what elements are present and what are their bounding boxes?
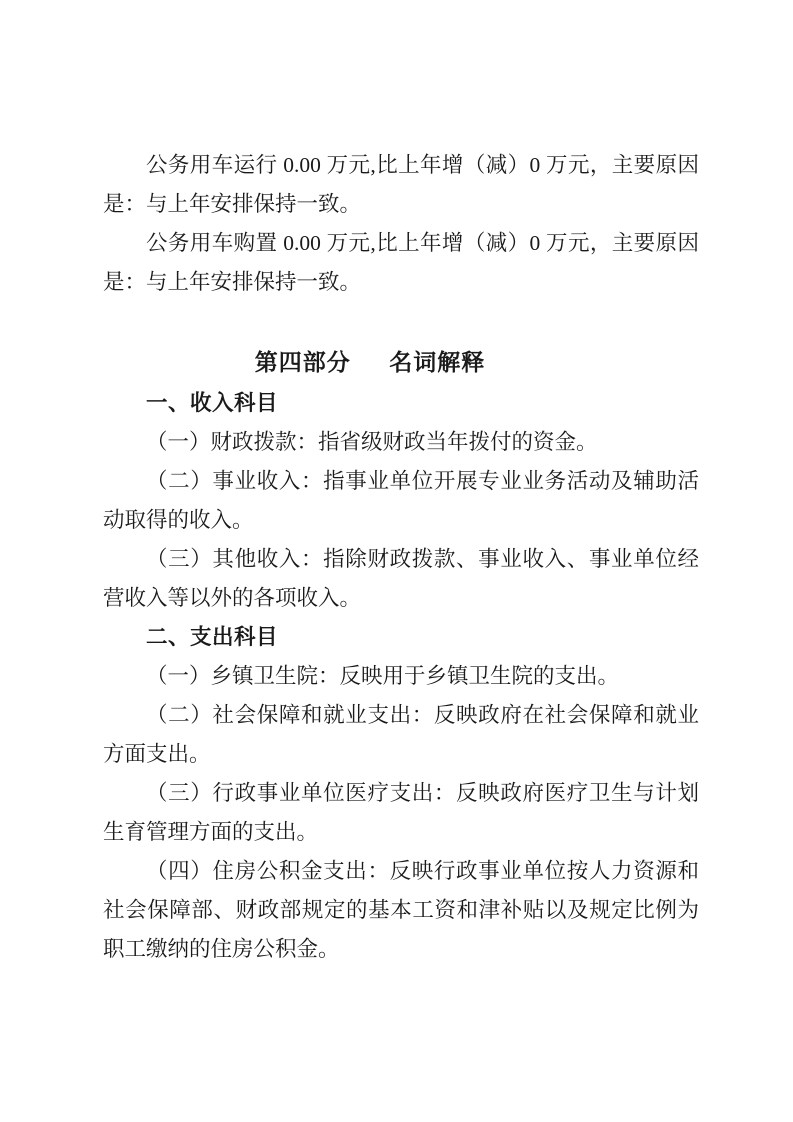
page-content bbox=[103, 0, 699, 969]
section-part-label: 第四部分 bbox=[254, 349, 351, 375]
paragraph-vehicle-purchase: 公务用车购置 0.00 万元,比上年增（减）0 万元，主要原因是：与上年安排保持一致。 bbox=[103, 231, 699, 294]
glossary-item-township-hospital: （一）乡镇卫生院：反映用于乡镇卫生院的支出。 bbox=[146, 664, 620, 688]
glossary-item-medical-expenditure: （三）行政事业单位医疗支出：反映政府医疗卫生与计划生育管理方面的支出。 bbox=[103, 781, 699, 844]
glossary-item-housing-fund: （四）住房公积金支出：反映行政事业单位按人力资源和社会保障部、财政部规定的基本工资和津补贴以及规定比例为职工缴纳的住房公积金。 bbox=[103, 859, 699, 961]
glossary-item-fiscal-appropriation: （一）财政拨款：指省级财政当年拨付的资金。 bbox=[146, 430, 598, 454]
glossary-item-social-security: （二）社会保障和就业支出：反映政府在社会保障和就业方面支出。 bbox=[103, 703, 699, 766]
glossary-item-operational-income: （二）事业收入：指事业单位开展专业业务活动及辅助活动取得的收入。 bbox=[103, 469, 699, 532]
section-heading bbox=[103, 340, 637, 384]
subsection-heading-expenditure: 二、支出科目 bbox=[146, 625, 279, 649]
section-title: 名词解释 bbox=[389, 349, 486, 375]
paragraph-vehicle-operation: 公务用车运行 0.00 万元,比上年增（减）0 万元，主要原因是：与上年安排保持一致。 bbox=[103, 153, 699, 216]
subsection-heading-income: 一、收入科目 bbox=[146, 391, 279, 415]
glossary-item-other-income: （三）其他收入：指除财政拨款、事业收入、事业单位经营收入等以外的各项收入。 bbox=[103, 547, 699, 610]
